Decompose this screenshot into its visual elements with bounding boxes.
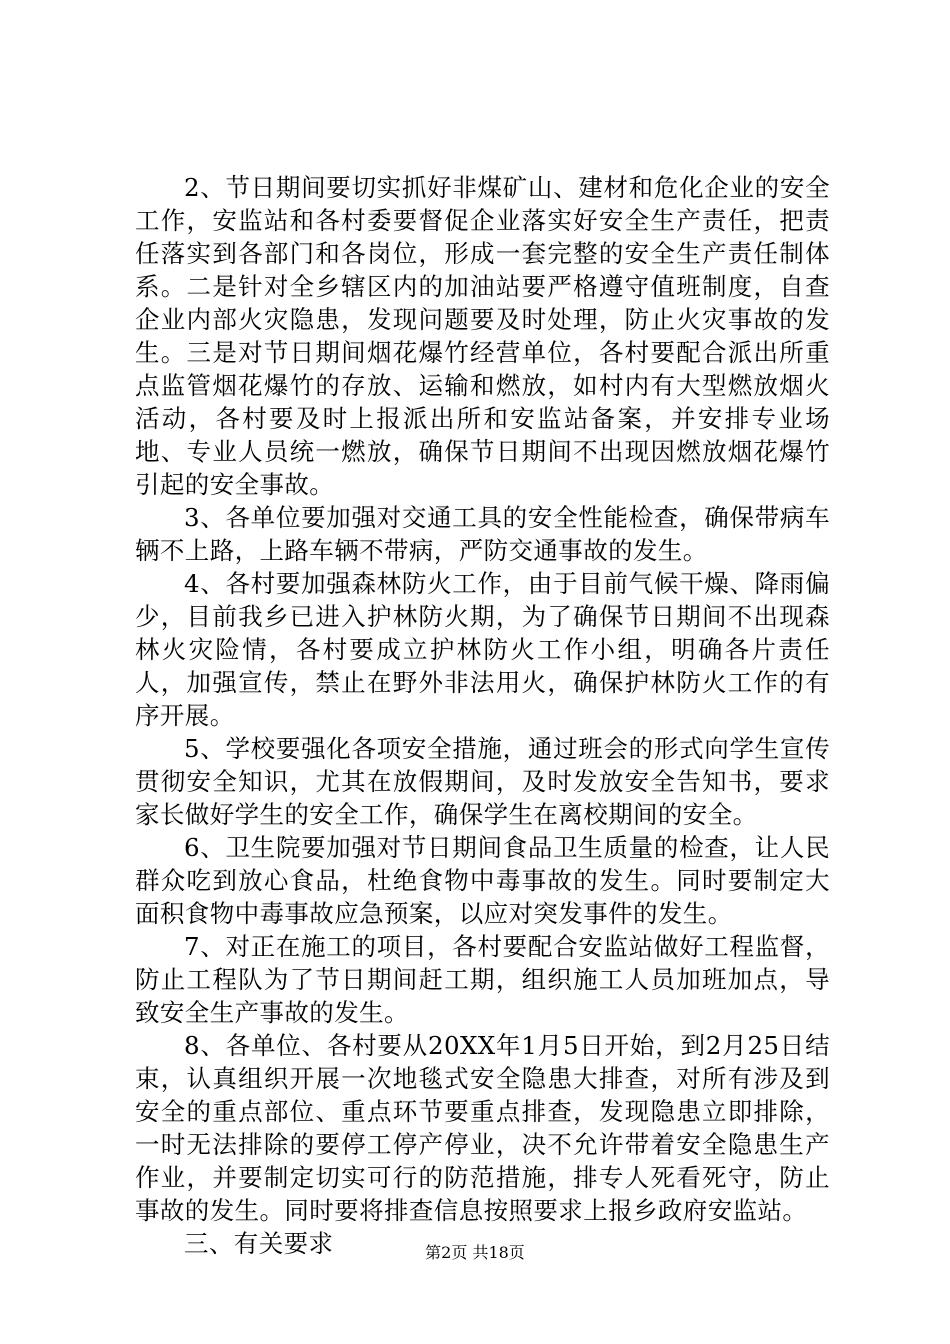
- page-number-footer: 第2页 共18页: [425, 1243, 525, 1262]
- paragraph-item-4: 4、各村要加强森林防火工作，由于目前气候干燥、降雨偏少，目前我乡已进入护林防火期，为了确保节日期间不出现森林火灾险情，各村要成立护林防火工作小组，明确各片责任人，加强宣传，禁止在野外非法用火，确保护林防火工作的有序开展。: [135, 569, 830, 730]
- paragraph-item-2: 2、节日期间要切实抓好非煤矿山、建材和危化企业的安全工作，安监站和各村委要督促企业落实好安全生产责任，把责任落实到各部门和各岗位，形成一套完整的安全生产责任制体系。二是针对全乡辖区内的加油站要严格遵守值班制度，自查企业内部火灾隐患，发现问题要及时处理，防止火灾事故的发生。三是对节日期间烟花爆竹经营单位，各村要配合派出所重点监管烟花爆竹的存放、运输和燃放，如村内有大型燃放烟火活动，各村要及时上报派出所和安监站备案，并安排专业场地、专业人员统一燃放，确保节日期间不出现因燃放烟花爆竹引起的安全事故。: [135, 173, 830, 499]
- paragraph-item-6: 6、卫生院要加强对节日期间食品卫生质量的检查，让人民群众吃到放心食品，杜绝食物中毒事故的发生。同时要制定大面积食物中毒事故应急预案，以应对突发事件的发生。: [135, 833, 830, 928]
- paragraph-item-5: 5、学校要强化各项安全措施，通过班会的形式向学生宣传贯彻安全知识，尤其在放假期间，及时发放安全告知书，要求家长做好学生的安全工作，确保学生在离校期间的安全。: [135, 734, 830, 829]
- section-heading-requirements: 三、有关要求: [184, 1229, 334, 1258]
- document-body: [135, 171, 830, 1260]
- paragraph-item-8: 8、各单位、各村要从20XX年1月5日开始，到2月25日结束，认真组织开展一次地毯式安全隐患大排查，对所有涉及到安全的重点部位、重点环节要重点排查，发现隐患立即排除，一时无法排除的要停工停产停业，决不允许带着安全隐患生产作业，并要制定切实可行的防范措施，排专人死看死守，防止事故的发生。同时要将排查信息按照要求上报乡政府安监站。: [135, 1031, 830, 1225]
- paragraph-item-3: 3、各单位要加强对交通工具的安全性能检查，确保带病车辆不上路，上路车辆不带病，严防交通事故的发生。: [135, 503, 830, 565]
- paragraph-item-7: 7、对正在施工的项目，各村要配合安监站做好工程监督，防止工程队为了节日期间赶工期，组织施工人员加班加点，导致安全生产事故的发生。: [135, 932, 830, 1027]
